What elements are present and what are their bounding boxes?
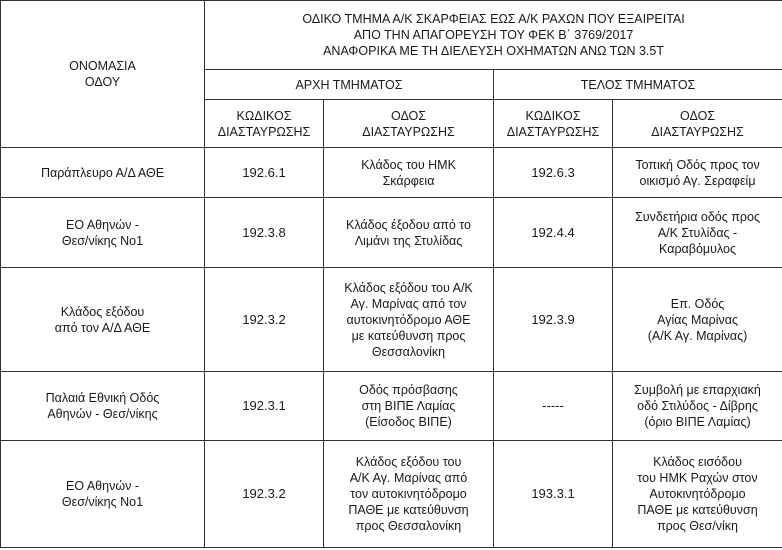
start-road-cell: Κλάδος του ΗΜΚ Σκάρφεια	[324, 148, 494, 198]
road-name-cell: ΕΟ Αθηνών - Θεσ/νίκης Νο1	[1, 441, 205, 548]
end-code-cell: -----	[494, 372, 613, 441]
table-row	[1, 148, 782, 198]
table-row	[1, 268, 782, 372]
end-road-cell: Επ. Οδός Αγίας Μαρίνας (Α/Κ Αγ. Μαρίνας)	[613, 268, 782, 372]
end-code-cell: 193.3.1	[494, 441, 613, 548]
end-code-cell: 192.4.4	[494, 198, 613, 268]
end-code-header: ΚΩΔΙΚΟΣ ΔΙΑΣΤΑΥΡΩΣΗΣ	[494, 100, 613, 148]
start-code-cell: 192.3.2	[205, 268, 324, 372]
start-road-cell: Κλάδος εξόδου του Α/Κ Αγ. Μαρίνας από τον αυτοκινητόδρομο ΑΘΕ με κατεύθυνση προς Θεσσαλονίκη	[324, 268, 494, 372]
end-road-cell: Συνδετήρια οδός προς Α/Κ Στυλίδας - Καραβόμυλος	[613, 198, 782, 268]
end-road-header: ΟΔΟΣ ΔΙΑΣΤΑΥΡΩΣΗΣ	[613, 100, 782, 148]
start-code-cell: 192.3.8	[205, 198, 324, 268]
end-road-cell: Συμβολή με επαρχιακή οδό Στιλύδος - Δίβρης (όριο ΒΙΠΕ Λαμίας)	[613, 372, 782, 441]
start-code-cell: 192.3.1	[205, 372, 324, 441]
table-title: ΟΔΙΚΟ ΤΜΗΜΑ Α/Κ ΣΚΑΡΦΕΙΑΣ ΕΩΣ Α/Κ ΡΑΧΩΝ ΠΟΥ ΕΞΑΙΡΕΙΤΑΙ ΑΠΟ ΤΗΝ ΑΠΑΓΟΡΕΥΣΗ ΤΟΥ ΦΕΚ Β΄ 3769/2017 ΑΝΑΦΟΡΙΚΑ ΜΕ ΤΗ ΔΙΕΛΕΥΣΗ ΟΧΗΜΑΤΩΝ ΑΝΩ ΤΩΝ 3.5Τ	[205, 1, 782, 70]
road-name-cell: ΕΟ Αθηνών - Θεσ/νίκης Νο1	[1, 198, 205, 268]
start-road-cell: Οδός πρόσβασης στη ΒΙΠΕ Λαμίας (Είσοδος ΒΙΠΕ)	[324, 372, 494, 441]
section-end-header: ΤΕΛΟΣ ΤΜΗΜΑΤΟΣ	[494, 70, 782, 100]
start-road-header: ΟΔΟΣ ΔΙΑΣΤΑΥΡΩΣΗΣ	[324, 100, 494, 148]
table-row	[1, 372, 782, 441]
road-name-cell: Παλαιά Εθνική Οδός Αθηνών - Θεσ/νίκης	[1, 372, 205, 441]
section-start-header: ΑΡΧΗ ΤΜΗΜΑΤΟΣ	[205, 70, 494, 100]
end-road-cell: Τοπική Οδός προς τον οικισμό Αγ. Σεραφείμ	[613, 148, 782, 198]
road-name-cell: Κλάδος εξόδου από τον Α/Δ ΑΘΕ	[1, 268, 205, 372]
road-name-cell: Παράπλευρο Α/Δ ΑΘΕ	[1, 148, 205, 198]
end-code-cell: 192.6.3	[494, 148, 613, 198]
end-road-cell: Κλάδος εισόδου του ΗΜΚ Ραχών στον Αυτοκινητόδρομο ΠΑΘΕ με κατεύθυνση προς Θεσ/νίκη	[613, 441, 782, 548]
road-name-header: ΟΝΟΜΑΣΙΑ ΟΔΟΥ	[1, 1, 205, 148]
start-code-header: ΚΩΔΙΚΟΣ ΔΙΑΣΤΑΥΡΩΣΗΣ	[205, 100, 324, 148]
end-code-cell: 192.3.9	[494, 268, 613, 372]
table-row	[1, 198, 782, 268]
start-code-cell: 192.6.1	[205, 148, 324, 198]
start-road-cell: Κλάδος έξοδου από το Λιμάνι της Στυλίδας	[324, 198, 494, 268]
table-row	[1, 441, 782, 548]
start-road-cell: Κλάδος εξόδου του Α/Κ Αγ. Μαρίνας από τον αυτοκινητόδρομο ΠΑΘΕ με κατεύθυνση προς Θεσσαλονίκη	[324, 441, 494, 548]
start-code-cell: 192.3.2	[205, 441, 324, 548]
